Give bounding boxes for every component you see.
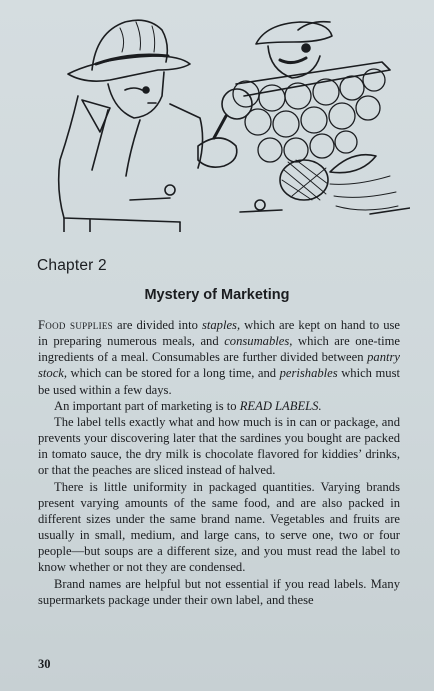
text-run: which are kept on hand to use in preparing numerous meals, and <box>38 318 401 349</box>
text-run: There is little uniformity in packaged quantities. Varying brands present varying amounts of the same food, and are also packed in different sizes under the same brand name. Vegetables and fruits are usually in small, medium, and large cans, to serve one, two or four people—but soups are a different size, and you must read the label to know whether or not they are condensed. <box>38 479 400 575</box>
paragraph-1 <box>38 317 400 398</box>
lead-small-caps: Food supplies <box>38 318 113 332</box>
text-run: are divided into <box>112 318 202 332</box>
italic-run: staples, <box>201 318 241 332</box>
italic-run: perishables <box>279 366 338 381</box>
italic-run: consumables, <box>224 334 293 349</box>
page-number: 30 <box>38 657 51 671</box>
paragraph-5 <box>38 576 400 608</box>
text-run: The label tells exactly what and how much is in can or package, and prevents your discovering later that the sardines you bought are packed in tomato sauce, the dry milk is chocolate flavored for kiddies’ drinks, or that the peaches are sliced instead of halved. <box>38 414 400 478</box>
detective-illustration <box>30 0 410 232</box>
text-run: which must be used within a few days. <box>38 366 400 397</box>
text-run: which are one-time ingredients of a meal. Consumables are further divided between <box>38 334 400 365</box>
text-run: An important part of marketing is to <box>54 398 240 413</box>
paragraph-2 <box>38 398 400 414</box>
italic-run: pantry stock, <box>38 350 400 381</box>
italic-run: READ LABELS. <box>239 398 322 413</box>
text-run: Brand names are helpful but not essential if you read labels. Many supermarkets package under their own label, and these <box>38 576 400 607</box>
paragraph-3 <box>38 414 400 479</box>
chapter-title: Mystery of Marketing <box>144 287 290 303</box>
body-text <box>38 317 400 608</box>
text-run: which can be stored for a long time, and <box>67 366 280 381</box>
chapter-label: Chapter 2 <box>37 257 107 274</box>
paragraph-4 <box>38 479 400 576</box>
